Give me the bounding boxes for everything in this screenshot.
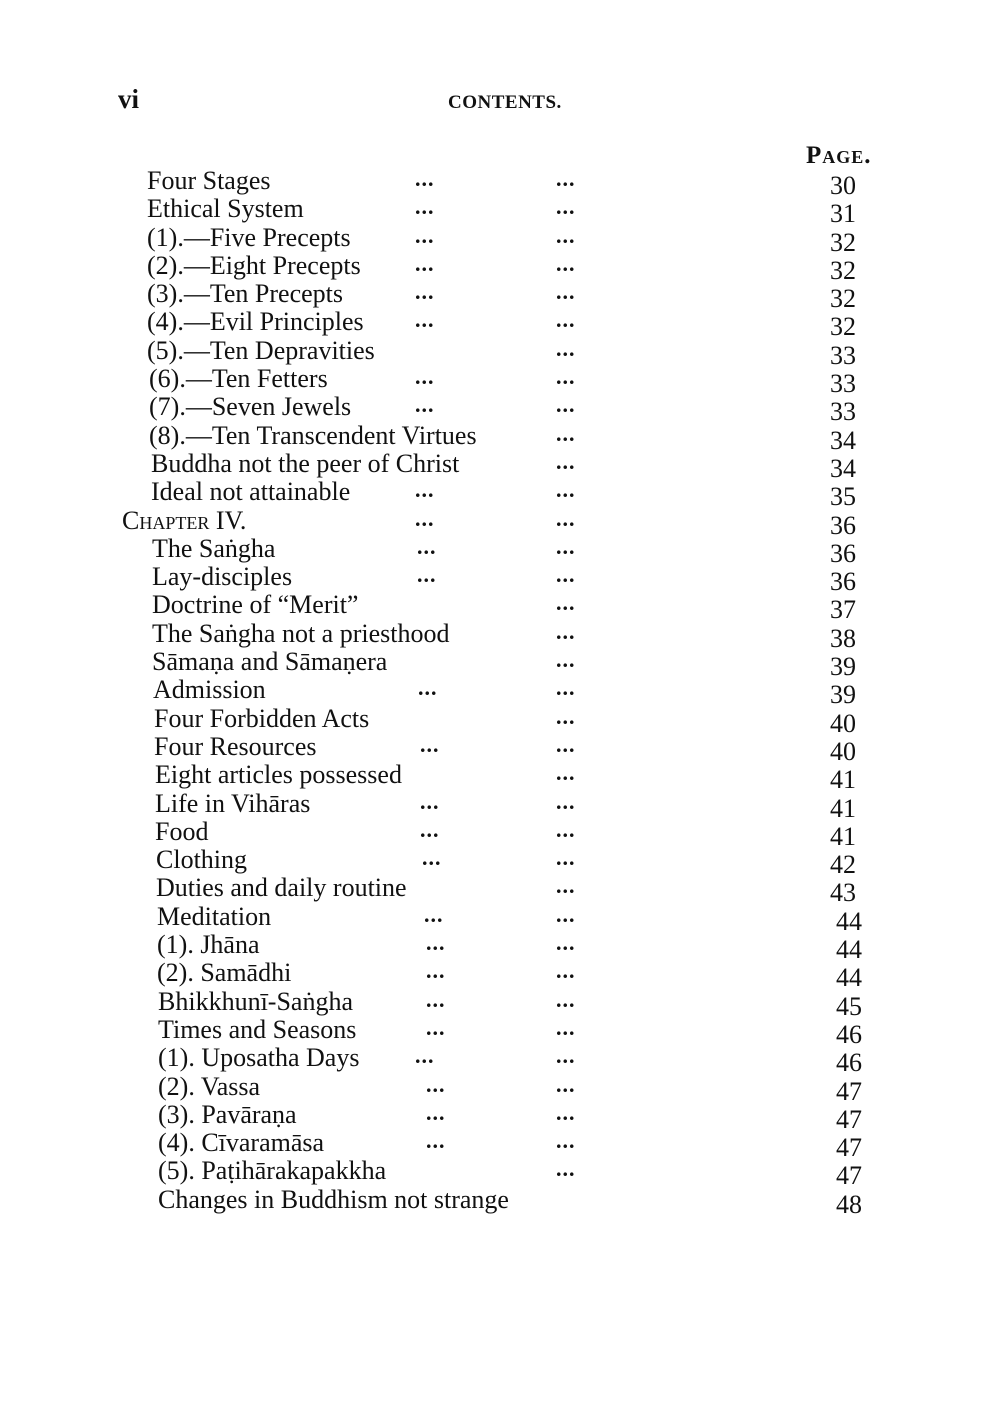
toc-entry [0,250,1000,285]
toc-entry [0,533,1000,568]
toc-entry [0,1128,1000,1163]
entry-page-number: 32 [830,284,856,314]
toc-entry [0,816,1000,851]
entry-page-number: 47 [836,1133,862,1163]
entry-title: (5). Paṭihārakapakkha [158,1156,387,1186]
dot-leader: ... [426,1099,446,1125]
dot-leader: ... [424,901,444,927]
entry-title: Ethical System [147,194,304,224]
toc-entry [0,1156,1000,1191]
entry-page-number: 34 [830,453,856,483]
entry-title: (4).—Evil Principles [147,307,364,337]
entry-title: (4). Cīvaramāsa [158,1128,325,1158]
entry-page-number: 40 [830,736,856,766]
entry-title: The Saṅgha not a priesthood [152,618,450,648]
toc-entry [0,760,1000,795]
dot-leader: ... [556,1014,576,1040]
entry-title: Food [155,816,209,846]
entry-title: (6).—Ten Fetters [149,364,328,394]
entry-page-number: 41 [830,821,856,851]
entry-page-number: 46 [836,1019,862,1049]
toc-entry [0,335,1000,370]
entry-page-number: 31 [830,199,856,229]
toc-entry [0,958,1000,993]
dot-leader: ... [556,816,576,842]
entry-title: Life in Vihāras [155,788,311,818]
dot-leader: ... [420,731,440,757]
dot-leader: ... [556,477,576,503]
entry-title: Admission [153,675,266,705]
entry-page-number: 40 [830,708,856,738]
dot-leader: ... [556,1071,576,1097]
dot-leader: ... [556,1043,576,1069]
entry-page-number: 44 [836,906,862,936]
toc-entry [0,505,1000,540]
entry-page-number: 38 [830,623,856,653]
entry-title: Four Stages [147,166,271,195]
dot-leader: ... [556,788,576,814]
entry-page-number: 36 [830,538,856,568]
toc-entry [0,222,1000,257]
dot-leader: ... [426,930,446,956]
entry-title: Lay-disciples [152,562,293,592]
dot-leader: ... [556,307,576,333]
entry-title: (1).—Five Precepts [147,222,351,252]
toc-entry [0,590,1000,625]
dot-leader: ... [426,1071,446,1097]
entry-page-number: 37 [830,595,856,625]
dot-leader: ... [415,392,435,418]
entry-title: Duties and daily routine [156,873,407,903]
entry-title: Eight articles possessed [155,760,402,790]
dot-leader: ... [415,222,435,248]
entry-title: (2). Vassa [158,1071,261,1101]
toc-entry [0,788,1000,823]
entry-page-number: 42 [830,850,856,880]
dot-leader: ... [556,335,576,361]
toc-entry [0,562,1000,597]
toc-entry [0,845,1000,880]
entry-page-number: 33 [830,340,856,370]
entry-title: Four Resources [154,731,317,761]
entry-page-number: 43 [830,878,856,908]
dot-leader: ... [556,731,576,757]
toc-entry [0,703,1000,738]
toc-entry [0,420,1000,455]
toc-entry [0,392,1000,427]
entry-title: (5).—Ten Depravities [147,335,375,365]
dot-leader: ... [426,986,446,1012]
dot-leader: ... [422,845,442,871]
toc-entry [0,1184,1000,1219]
entry-page-number: 36 [830,567,856,597]
entry-page-number: 47 [836,1076,862,1106]
dot-leader: ... [556,760,576,786]
toc-entry [0,731,1000,766]
dot-leader: ... [426,958,446,984]
toc-entry [0,1043,1000,1078]
entry-page-number: 44 [836,935,862,965]
dot-leader: ... [426,1128,446,1154]
entry-title: The Saṅgha [152,533,276,563]
dot-leader: ... [556,364,576,390]
entry-page-number: 32 [830,255,856,285]
toc-entry [0,307,1000,342]
toc-entry [0,618,1000,653]
entry-page-number: 47 [836,1161,862,1191]
dot-leader: ... [556,1099,576,1125]
entry-title: Times and Seasons [158,1014,357,1044]
entry-page-number: 33 [830,397,856,427]
entry-title: Meditation [157,901,272,931]
dot-leader: ... [556,166,576,191]
toc-entry [0,930,1000,965]
dot-leader: ... [415,166,435,191]
dot-leader: ... [420,788,440,814]
dot-leader: ... [556,1156,576,1182]
entry-page-number: 41 [830,793,856,823]
entry-page-number: 33 [830,369,856,399]
entry-page-number: 35 [830,482,856,512]
dot-leader: ... [556,505,576,531]
dot-leader: ... [556,647,576,673]
dot-leader: ... [556,533,576,559]
entry-title: Bhikkhunī-Saṅgha [158,986,353,1016]
entry-title: (3).—Ten Precepts [147,279,344,309]
entry-title: (1). Jhāna [157,930,260,960]
dot-leader: ... [556,958,576,984]
entry-title: (1). Uposatha Days [158,1043,360,1073]
toc-entry [0,1014,1000,1049]
toc-entry [0,901,1000,936]
entry-page-number: 32 [830,227,856,257]
toc-entry [0,986,1000,1021]
entry-title: Doctrine of “Merit” [152,590,359,620]
entry-title: Clothing [156,845,248,875]
dot-leader: ... [415,1043,435,1069]
entry-page-number: 36 [830,510,856,540]
entry-page-number: 48 [836,1189,862,1219]
entry-page-number: 34 [830,425,856,455]
toc-entry [0,1099,1000,1134]
entry-page-number: 44 [836,963,862,993]
dot-leader: ... [556,845,576,871]
dot-leader: ... [556,703,576,729]
entry-page-number: 30 [830,171,856,200]
page-number-folio: vi [118,84,140,114]
toc-entry [0,675,1000,710]
dot-leader: ... [417,533,437,559]
dot-leader: ... [556,675,576,701]
dot-leader: ... [556,222,576,248]
dot-leader: ... [415,194,435,220]
dot-leader: ... [556,250,576,276]
dot-leader: ... [556,420,576,446]
entry-page-number: 45 [836,991,862,1021]
toc-entry [0,873,1000,908]
entry-title: (8).—Ten Transcendent Virtues [149,420,477,450]
toc-entry [0,364,1000,399]
entry-page-number: 32 [830,312,856,342]
dot-leader: ... [556,279,576,305]
dot-leader: ... [556,930,576,956]
dot-leader: ... [556,873,576,899]
entry-title: Four Forbidden Acts [154,703,370,733]
running-title: CONTENTS. [448,92,562,113]
dot-leader: ... [426,1014,446,1040]
entry-title: Ideal not attainable [151,477,351,507]
toc-entry [0,194,1000,229]
entry-page-number: 46 [836,1048,862,1078]
entry-title: (2).—Eight Precepts [147,250,361,280]
dot-leader: ... [415,505,435,531]
entry-title: Changes in Buddhism not strange [158,1184,509,1214]
page-column-label: Page. [806,142,872,169]
entry-title: (3). Pavāraṇa [158,1099,297,1129]
toc-entry [0,477,1000,512]
dot-leader: ... [556,1128,576,1154]
toc-entry [0,279,1000,314]
dot-leader: ... [415,279,435,305]
dot-leader: ... [420,816,440,842]
dot-leader: ... [415,364,435,390]
dot-leader: ... [556,590,576,616]
entry-page-number: 47 [836,1104,862,1134]
entry-page-number: 39 [830,680,856,710]
dot-leader: ... [417,562,437,588]
dot-leader: ... [556,448,576,474]
dot-leader: ... [415,250,435,276]
toc-entry [0,166,1000,200]
dot-leader: ... [556,392,576,418]
table-of-contents [0,166,1000,1219]
toc-entry [0,448,1000,483]
chapter-heading: Chapter IV. [122,505,247,535]
entry-page-number: 39 [830,652,856,682]
toc-entry [0,1071,1000,1106]
entry-title: (7).—Seven Jewels [149,392,352,422]
dot-leader: ... [418,675,438,701]
dot-leader: ... [556,986,576,1012]
entry-title: Buddha not the peer of Christ [151,448,460,478]
dot-leader: ... [556,562,576,588]
toc-entry [0,647,1000,682]
entry-title: (2). Samādhi [157,958,292,988]
dot-leader: ... [415,477,435,503]
dot-leader: ... [556,618,576,644]
entry-title: Sāmaṇa and Sāmaṇera [152,647,388,677]
dot-leader: ... [415,307,435,333]
dot-leader: ... [556,901,576,927]
entry-page-number: 41 [830,765,856,795]
dot-leader: ... [556,194,576,220]
